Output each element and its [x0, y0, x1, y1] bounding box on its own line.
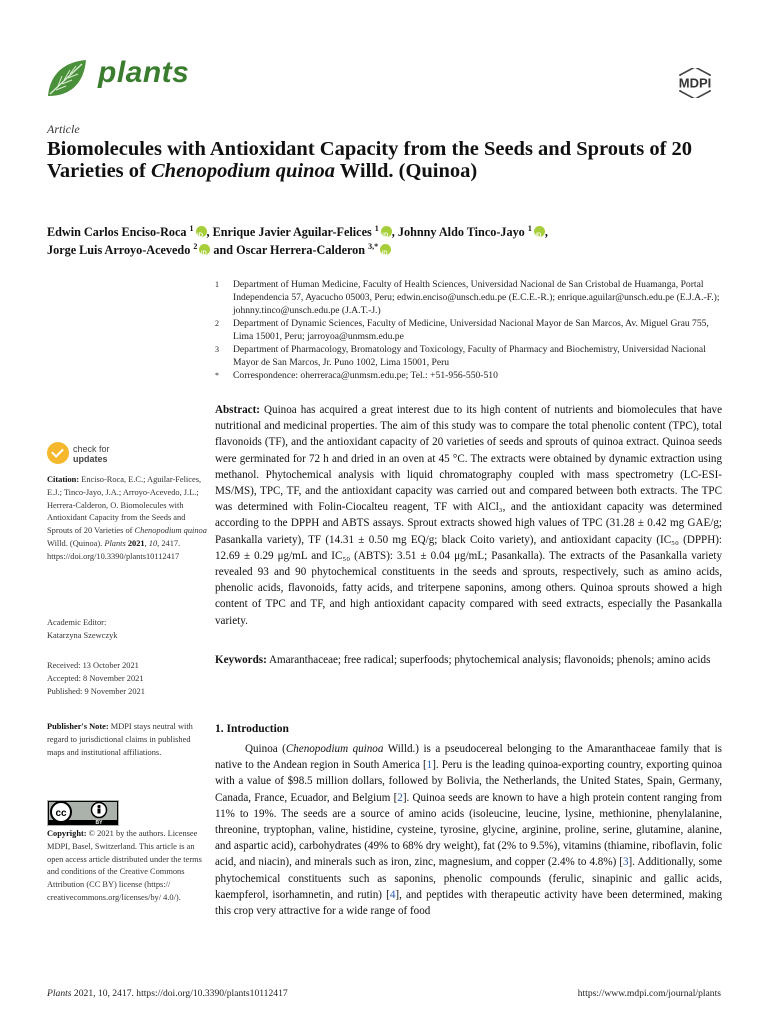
reference-link[interactable]: 3: [623, 856, 629, 869]
footer-journal-link[interactable]: https://www.mdpi.com/journal/plants: [577, 988, 721, 999]
abstract: Abstract: Quinoa has acquired a great interest due to its high content of nutrients and biomolecules that have nutritional and medicinal properties. The aim of this study was to compare the total phenolic content (TPC), total flavonoids (TF), and the antioxidant capacity of 20 varieties of seeds and sprouts of quinoa extract. Quinoa seeds were germinated for 72 h and dried in an oven at 45 °C. The extracts were obtained by dynamic extraction using methanol. Phytochemical analysis with liquid chromatography coupled with mass spectrometry (LC-ESI-MS/MS), TPC, TF, and the antioxidant capacity was carried out and compared between both extracts. The TPC was determined with Folin-Ciocalteu reagent, TF with AlCl₃, and the antioxidant capacity was determined according to the DPPH and ABTS assays. Sprout extracts showed high values of TPC (31.28 ± 0.42 mg GAE/g; Pasankalla variety), TF (14.31 ± 0.50 mg EQ/g; black Coito variety), and antioxidant capacity (IC₅₀ (DPPH): 12.69 ± 0.29 μg/mL and IC₅₀ (ABTS): 3.51 ± 0.04 μg/mL; Pasankalla). The extracts of the Pasankalla variety revealed 93 and 90 phytochemical constituents in the seeds and sprouts, respectively, such as amino acids, phenolic acids, flavonoids, fatty acids, and triterpene saponins, among others. Quinoa sprouts showed a high content of TPC and TF, and high antioxidant capacity compared with seed extracts, especially the Pasankalla variety.: [215, 404, 723, 627]
affiliations: [215, 278, 725, 382]
cc-by-license-icon[interactable]: [47, 800, 119, 826]
reference-link[interactable]: 2: [397, 791, 403, 804]
section-heading-introduction: 1. Introduction: [215, 723, 289, 735]
citation: Citation: Enciso-Roca, E.C.; Aguilar-Felices, E.J.; Tinco-Jayo, J.A.; Arroyo-Acevedo, J.L.; Herrera-Calderon, O. Biomolecules with Antioxidant Capacity from the Seeds and Sprouts of 20 Varieties of Chenopodium quinoa Willd. (Quinoa). Plants 2021, 10, 2417. https://doi.org/10.3390/plants10112417: [47, 475, 207, 561]
published-date: Published: 9 November 2021: [47, 686, 145, 696]
author-name: Edwin Carlos Enciso-Roca: [47, 225, 187, 239]
publisher-name: MDPI: [678, 75, 712, 91]
affiliation-item: 1 Department of Human Medicine, Faculty of Health Sciences, Universidad Nacional de San Cristobal de Huamanga, Portal Independencia 57, Ayacucho 05003, Peru; edwin.enciso@unsch.edu.pe (E.C.E.-R.); enrique.aguilar@unsch.edu.pe (E.J.A.-F.); johnny.tinco@unsch.edu.pe (J.A.T.-J.): [215, 279, 720, 316]
leaf-logo-icon: [44, 56, 90, 102]
orcid-icon[interactable]: [380, 244, 391, 255]
journal-name: plants: [98, 56, 190, 89]
dates: [47, 660, 207, 698]
publishers-note: Publisher's Note: MDPI stays neutral with regard to jurisdictional claims in published maps and institutional affiliations.: [47, 722, 193, 757]
svg-text:cc: cc: [55, 808, 67, 819]
author-list: Edwin Carlos Enciso-Roca $^1$iD , Enrique Javier Aguilar-Felices $^1$iD , Johnny Aldo Tinco-Jayo $^1$iD , Jorge Luis Arroyo-Acevedo $^2$iD and Oscar Herrera-Calderon $^{3,*}$iD: [47, 223, 737, 259]
affiliation-item: 3 Department of Pharmacology, Bromatology and Toxicology, Faculty of Pharmacy and Biochemistry, Universidad Nacional Mayor de San Marcos, Jr. Puno 1002, Lima 15001, Peru: [215, 344, 706, 368]
academic-editor: Academic Editor: Katarzyna Szewczyk: [47, 618, 118, 640]
orcid-icon[interactable]: [196, 226, 207, 237]
author-name: Johnny Aldo Tinco-Jayo: [397, 225, 525, 239]
reference-link[interactable]: 1: [426, 759, 433, 772]
article-type: Article: [47, 122, 80, 136]
article-title: Biomolecules with Antioxidant Capacity from the Seeds and Sprouts of 20 Varieties of Chenopodium quinoa Willd. (Quinoa): [47, 138, 693, 182]
footer-citation: Plants 2021, 10, 2417. https://doi.org/10.3390/plants10112417: [47, 988, 288, 999]
orcid-icon[interactable]: [534, 226, 545, 237]
correspondence: * Correspondence: oherreraca@unmsm.edu.pe; Tel.: +51-956-550-510: [215, 370, 498, 381]
check-for-updates-button[interactable]: check for updates: [47, 442, 147, 468]
introduction-paragraph: Quinoa (Chenopodium quinoa Willd.) is a pseudocereal belonging to the Amaranthaceae family that is native to the Andean region in South America [1]. Peru is the leading quinoa-exporting country, exporting quinoa with a value of $98.5 million dollars, followed by Bolivia, the Netherlands, the United States, Spain, Germany, Canada, France, Ecuador, and Belgium [2]. Quinoa seeds are known to have a high protein content ranging from 11% to 19%. The seeds are a source of amino acids (isoleucine, leucine, lysine, methionine, phenylalanine, threonine, tryptophan, valine, histidine, cysteine, tyrosine, glycine, arginine, proline, serine, glutamine, alanine, and aspartic acid), carbohydrates (49% to 68% dry weight), fat (2% to 9.5%), vitamins (thiamine, riboflavin, folic acid, and niacin), and minerals such as iron, zinc, magnesium, and copper (2.4% to 4.8%) [3]. Additionally, some phytochemical constituents such as saponins, phenolic compounds (ferulic, sinapinic and gallic acids, kaempferol, isorhamnetin, and rutin) [4], and peptides with therapeutic activity have been determined, making this crop very attractive for a wide range of food: [215, 743, 723, 918]
mdpi-logo-icon: [666, 68, 724, 98]
reference-link[interactable]: 4: [389, 888, 396, 901]
orcid-icon[interactable]: [199, 244, 210, 255]
svg-text:BY: BY: [95, 820, 103, 826]
author-name: Jorge Luis Arroyo-Acevedo: [47, 243, 191, 257]
received-date: Received: 13 October 2021: [47, 661, 139, 670]
author-name: Enrique Javier Aguilar-Felices: [212, 225, 372, 239]
affiliation-item: 2 Department of Dynamic Sciences, Faculty of Medicine, Universidad Nacional Mayor de San Marcos, Av. Miguel Grau 755, Lima 15001, Peru; jarroyoa@unmsm.edu.pe: [215, 318, 709, 342]
accepted-date: Accepted: 8 November 2021: [47, 673, 144, 683]
check-icon: [47, 442, 69, 464]
author-name: Oscar Herrera-Calderon: [236, 243, 366, 257]
copyright: Copyright: © 2021 by the authors. Licensee MDPI, Basel, Switzerland. This article is an open access article distributed under the terms and conditions of the Creative Commons Attribution (CC BY) license (https:// creativecommons.org/licenses/by/ 4.0/).: [47, 829, 202, 902]
orcid-icon[interactable]: [381, 226, 392, 237]
keywords: Keywords: Amaranthaceae; free radical; superfoods; phytochemical analysis; flavonoids; phenols; amino acids: [215, 654, 711, 666]
